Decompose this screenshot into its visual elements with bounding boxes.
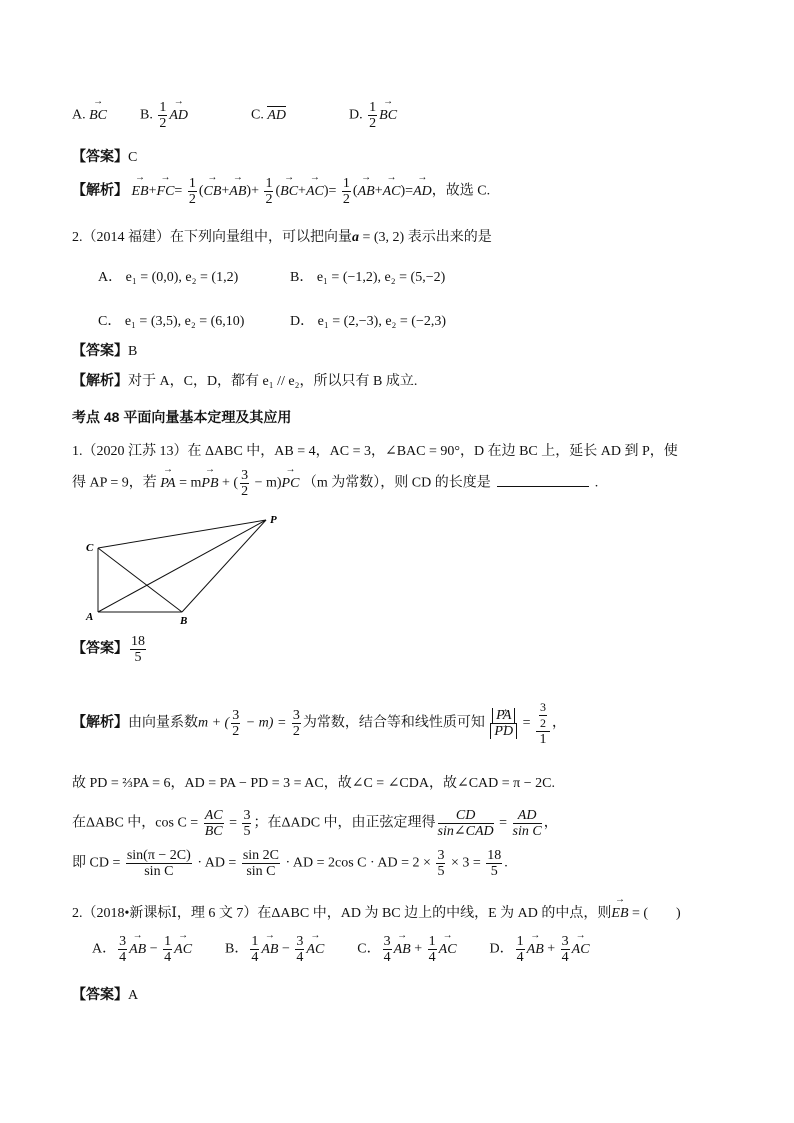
opt-a-label: A. (72, 107, 86, 123)
q2-option-c: C． e₁ = (3,5), e₂ = (6,10) (98, 314, 245, 329)
label-c: C (86, 542, 94, 554)
vector-a: a (352, 230, 359, 245)
half-fraction: $\frac{1}{2}$ (342, 176, 350, 207)
opt-d-vector: → BC (379, 102, 397, 124)
opt-d-fraction: $\frac{1}{2}$ (369, 100, 377, 131)
three-halves: $\frac{3}{2}$ (241, 468, 249, 499)
triangle-figure (84, 512, 284, 628)
analysis-tag: 【解析】 (72, 374, 128, 389)
opt-c-label: C. (251, 107, 264, 123)
opt-c-vector: AD (267, 107, 287, 123)
opt-b-label: B． (225, 941, 249, 957)
analysis-tag: 【解析】 (72, 715, 128, 731)
prev-answer-line (72, 146, 137, 166)
ratio-pa-pd: → PA → PD (490, 708, 517, 739)
opt-b-vector: → AD (169, 102, 188, 124)
label-b: B (180, 615, 188, 627)
opt-d-label: D. (349, 107, 363, 123)
ratio-value: $\frac{\frac{3}{2}}{1}$ (536, 700, 550, 747)
vec-eb: → EB (132, 178, 149, 200)
vec-pc: → PC (282, 470, 300, 492)
vec-ab: → AB (358, 178, 375, 200)
q3-analysis-line2: 故 PD = ⅔PA = 6，AD = PA − PD = 3 = AC，故∠C = ∠CDA，故∠CAD = π − 2C. (72, 776, 555, 791)
analysis-tag: 【解析】 (72, 183, 128, 199)
half-fraction: $\frac{1}{2}$ (188, 176, 196, 207)
half-fraction: $\frac{1}{2}$ (265, 176, 273, 207)
label-p: P (270, 514, 277, 526)
prev-options-line (72, 100, 397, 131)
q3-answer-line (72, 634, 148, 665)
answer-fraction: $\frac{18}{5}$ (131, 634, 145, 665)
answer-value: B (128, 344, 138, 359)
q2-option-b: B． e₁ = (−1,2), e₂ = (5,−2) (290, 270, 446, 285)
vec-ac: → AC (306, 178, 324, 200)
q2-option-a: A． e₁ = (0,0), e₂ = (1,2) (98, 270, 239, 285)
answer-tag: 【答案】 (72, 344, 128, 359)
q3-stem-line2: 得 AP = 9，若 → PA = m→ PB + ( $\frac{3}{2}$ − m)→ PC （m 为常数），则 CD 的长度是 . (72, 468, 598, 499)
q3-analysis-line1: 【解析】由向量系数m + ( $\frac{3}{2}$ − m) = $\frac{3}{2}$ 为常数，结合等和线性质可知 → PA → PD = $\frac{\frac{3}{2}}{1}$ ， (72, 700, 566, 747)
q4-answer-line (72, 984, 138, 1004)
answer-tag: 【答案】 (72, 988, 128, 1003)
vec-ad: → AD (413, 178, 432, 200)
opt-b-label: B. (140, 107, 153, 123)
vec-cb: → CB (203, 178, 221, 200)
label-a: A (86, 611, 94, 623)
q2-option-d: D． e₁ = (2,−3), e₂ = (−2,3) (290, 314, 447, 329)
q4-options: A． $\frac{3}{4}$ → AB − $\frac{1}{4}$ → AC B． $\frac{1}{4}$ → AB − $\frac{3}{4}$ → AC C． $\frac{3}{4}$ → AB + $\frac{1}{4}$ → AC D． $\frac{1}{4}$ → AB + $\frac{3}{4}$ → AC (92, 934, 590, 965)
q2-stem: 2.（2014 福建）在下列向量组中，可以把向量a = (3, 2) 表示出来的是 (72, 230, 492, 245)
vec-ac: → AC (383, 178, 401, 200)
prev-analysis-line: 【解析】 → EB+→ FC= $\frac{1}{2}$ (→ CB+→ AB)+ $\frac{1}{2}$ (→ BC+→ AC)= $\frac{1}{2}$ (→ AB+→ AC)=→ AD，故选 C. (72, 176, 490, 207)
vec-fc: → FC (157, 178, 175, 200)
q3-stem-line1: 1.（2020 江苏 13）在 ΔABC 中，AB = 4，AC = 3，∠BAC = 90°，D 在边 BC 上，延长 AD 到 P，使 (72, 444, 678, 459)
q4-stem: 2.（2018•新课标Ⅰ，理 6 文 7）在ΔABC 中，AD 为 BC 边上的中线，E 为 AD 的中点，则→ EB = ( ) (72, 900, 681, 922)
answer-blank[interactable] (497, 472, 589, 487)
answer-value: A (128, 988, 139, 1003)
q2-analysis-line (72, 370, 417, 390)
answer-value: C (128, 150, 138, 165)
section-title: 考点 48 平面向量基本定理及其应用 (72, 409, 292, 425)
q3-analysis-line3: 在ΔABC 中，cos C = $\frac{AC}{BC}$ = $\frac{3}{5}$ ；在ΔADC 中，由正弦定理得 $\frac{CD}{\text{sin∠CAD}}$ = $\frac{AD}{\text{sin C}}$ ， (72, 808, 558, 839)
vec-ab: → AB (229, 178, 246, 200)
q2-answer-line (72, 340, 137, 360)
q3-analysis-line4: 即 CD = $\frac{\sin(\pi - 2C)}{\text{sin C}}$ · AD = $\frac{\sin 2C}{\text{sin C}}$ · AD = 2cos C · AD = 2 × $\frac{3}{5}$ × 3 = $\frac{18}{5}$ . (72, 848, 508, 879)
opt-a-vector: → BC (89, 102, 107, 124)
opt-c-label: C． (357, 941, 381, 957)
vec-eb: → EB (611, 900, 628, 922)
opt-d-label: D． (489, 941, 514, 957)
opt-b-fraction: $\frac{1}{2}$ (159, 100, 167, 131)
vec-pb: → PB (201, 470, 218, 492)
vec-pa: → PA (160, 470, 175, 492)
answer-tag: 【答案】 (72, 150, 128, 165)
analysis-text: 对于 A，C，D，都有 e₁ // e₂，所以只有 B 成立. (128, 374, 418, 389)
answer-tag: 【答案】 (72, 641, 128, 657)
vec-bc: → BC (280, 178, 298, 200)
opt-a-label: A． (92, 941, 117, 957)
